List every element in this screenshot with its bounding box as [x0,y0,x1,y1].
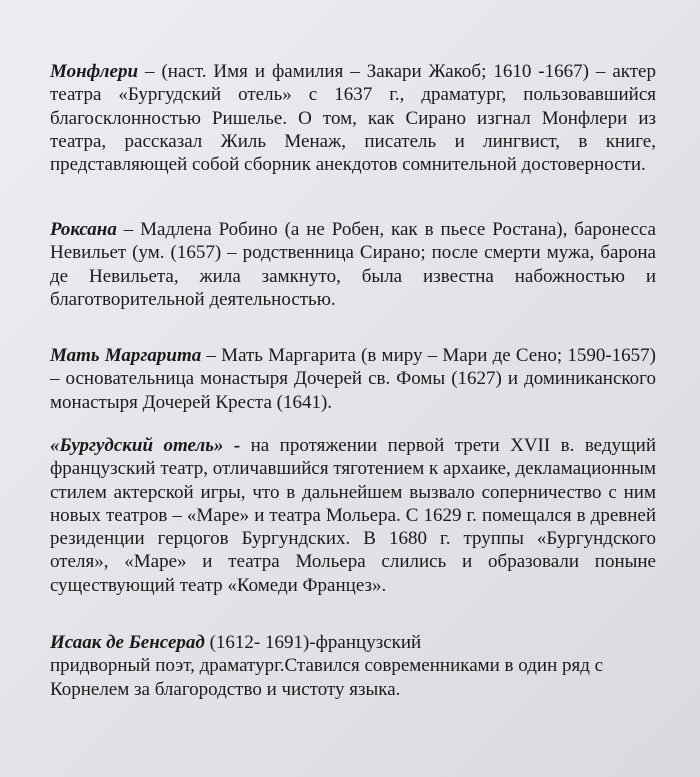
entry-benserade [50,631,656,701]
entry-text: на протяжении первой трети XVII в. ведущий французский театр, отличавшийся тяготением к архаике, декламационным стилем актерской игры, что в дальнейшем вызвало соперничество с ним новых театров – «Маре» и театра Мольера. С 1629 г. помещался в древней резиденции герцогов Бургундских. В 1680 г. труппы «Бургундского отеля», «Маре» и театра Мольера слились и образовали поныне существующий театр «Комеди Францез». [50,435,656,596]
entry-mother-marguerite [50,344,656,414]
entry-term: Роксана [50,219,117,240]
entry-text: (1612- 1691)-французский [204,632,422,653]
entry-line: придворный поэт, драматург.Ставился современниками в один ряд с [50,655,604,677]
entry-term: Монфлери [50,61,139,82]
entry-line: Корнелем за благородство и чистоту языка. [50,678,401,700]
entry-roxane [50,218,656,311]
entry-text: – Мать Маргарита (в миру – Мари де Сено; 1590-1657) – основательница монастыря Дочерей св. Фомы (1627) и доминиканского монастыря Дочерей Креста (1641). [50,345,656,413]
entry-montfleury [50,60,656,176]
entry-term: «Бургудский отель» - [50,435,241,456]
entry-text: – (наст. Имя и фамилия – Закари Жакоб; 1610 -1667) – актер театра «Бургудский отель» с 1637 г., драматург, пользовавшийся благосклонностью Ришелье. О том, как Сирано изгнал Монфлери из театра, рассказал Жиль Менаж, писатель и лингвист, в книге, представляющей собой сборник анекдотов сомнительной достоверности. [50,61,656,176]
entry-hotel-de-bourgogne [50,434,656,597]
entry-line [50,631,656,654]
entry-text: – Мадлена Робино (а не Робен, как в пьесе Ростана), баронесса Невильет (ум. (1657) – родственница Сирано; после смерти мужа, барона де Невильета, жила замкнуто, была известна набожностью и благотворительной деятельностью. [50,219,656,310]
entry-term: Исаак де Бенсерад [50,632,205,653]
entry-term: Мать Маргарита [50,345,202,366]
